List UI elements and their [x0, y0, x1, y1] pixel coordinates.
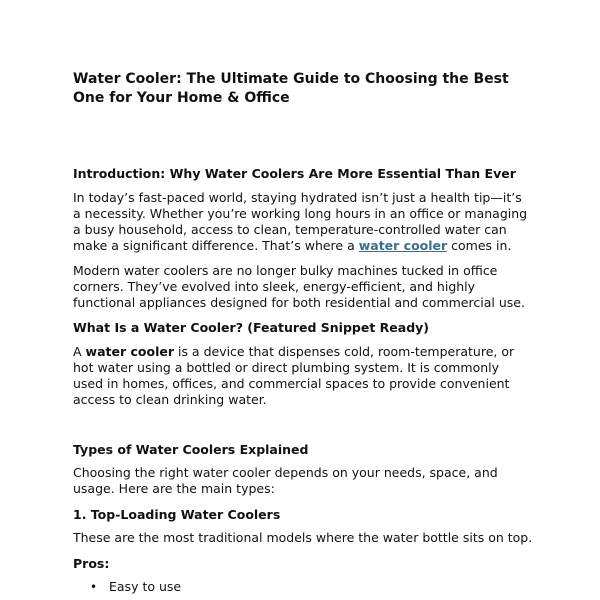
what-is-heading: What Is a Water Cooler? (Featured Snippet Ready) [73, 320, 430, 335]
list-item [73, 579, 533, 595]
top-loading-heading: 1. Top-Loading Water Coolers [73, 507, 281, 522]
intro-text-before-link: In today’s fast-paced world, staying hydrated isn’t just a health tip—it’s a necessity. Whether you’re working long hours in an office or managing a busy household, access to clean, temperature-controlled water can make a significant difference. That’s where a [73, 190, 528, 253]
intro-paragraph-2: Modern water coolers are no longer bulky machines tucked in office corners. They’ve evolved into sleek, energy-efficient, and highly functional appliances designed for both residential and commercial use. [73, 263, 525, 310]
types-heading: Types of Water Coolers Explained [73, 442, 309, 457]
intro-heading: Introduction: Why Water Coolers Are More Essential Than Ever [73, 166, 516, 181]
pros-item-text: Easy to use [109, 579, 182, 594]
what-is-text-after-bold: is a device that dispenses cold, room-temperature, or hot water using a bottled or direct plumbing system. It is commonly used in homes, offices, and commercial spaces to provide convenient access to clean drinking water. [73, 344, 515, 407]
top-loading-paragraph: These are the most traditional models where the water bottle sits on top. [73, 530, 533, 545]
pros-label: Pros: [73, 556, 110, 571]
intro-text-after-link: comes in. [447, 238, 512, 253]
what-is-text-before-bold: A [73, 344, 86, 359]
bullet-icon: • [90, 580, 98, 594]
page-title: Water Cooler: The Ultimate Guide to Choosing the Best One for Your Home & Office [73, 71, 509, 106]
water-cooler-bold-term: water cooler [85, 344, 174, 359]
what-is-paragraph [73, 344, 533, 408]
pros-list [73, 579, 533, 595]
water-cooler-link[interactable]: water cooler [358, 238, 448, 253]
intro-paragraph-1 [73, 190, 533, 254]
types-paragraph: Choosing the right water cooler depends on your needs, space, and usage. Here are the main types: [73, 465, 498, 496]
